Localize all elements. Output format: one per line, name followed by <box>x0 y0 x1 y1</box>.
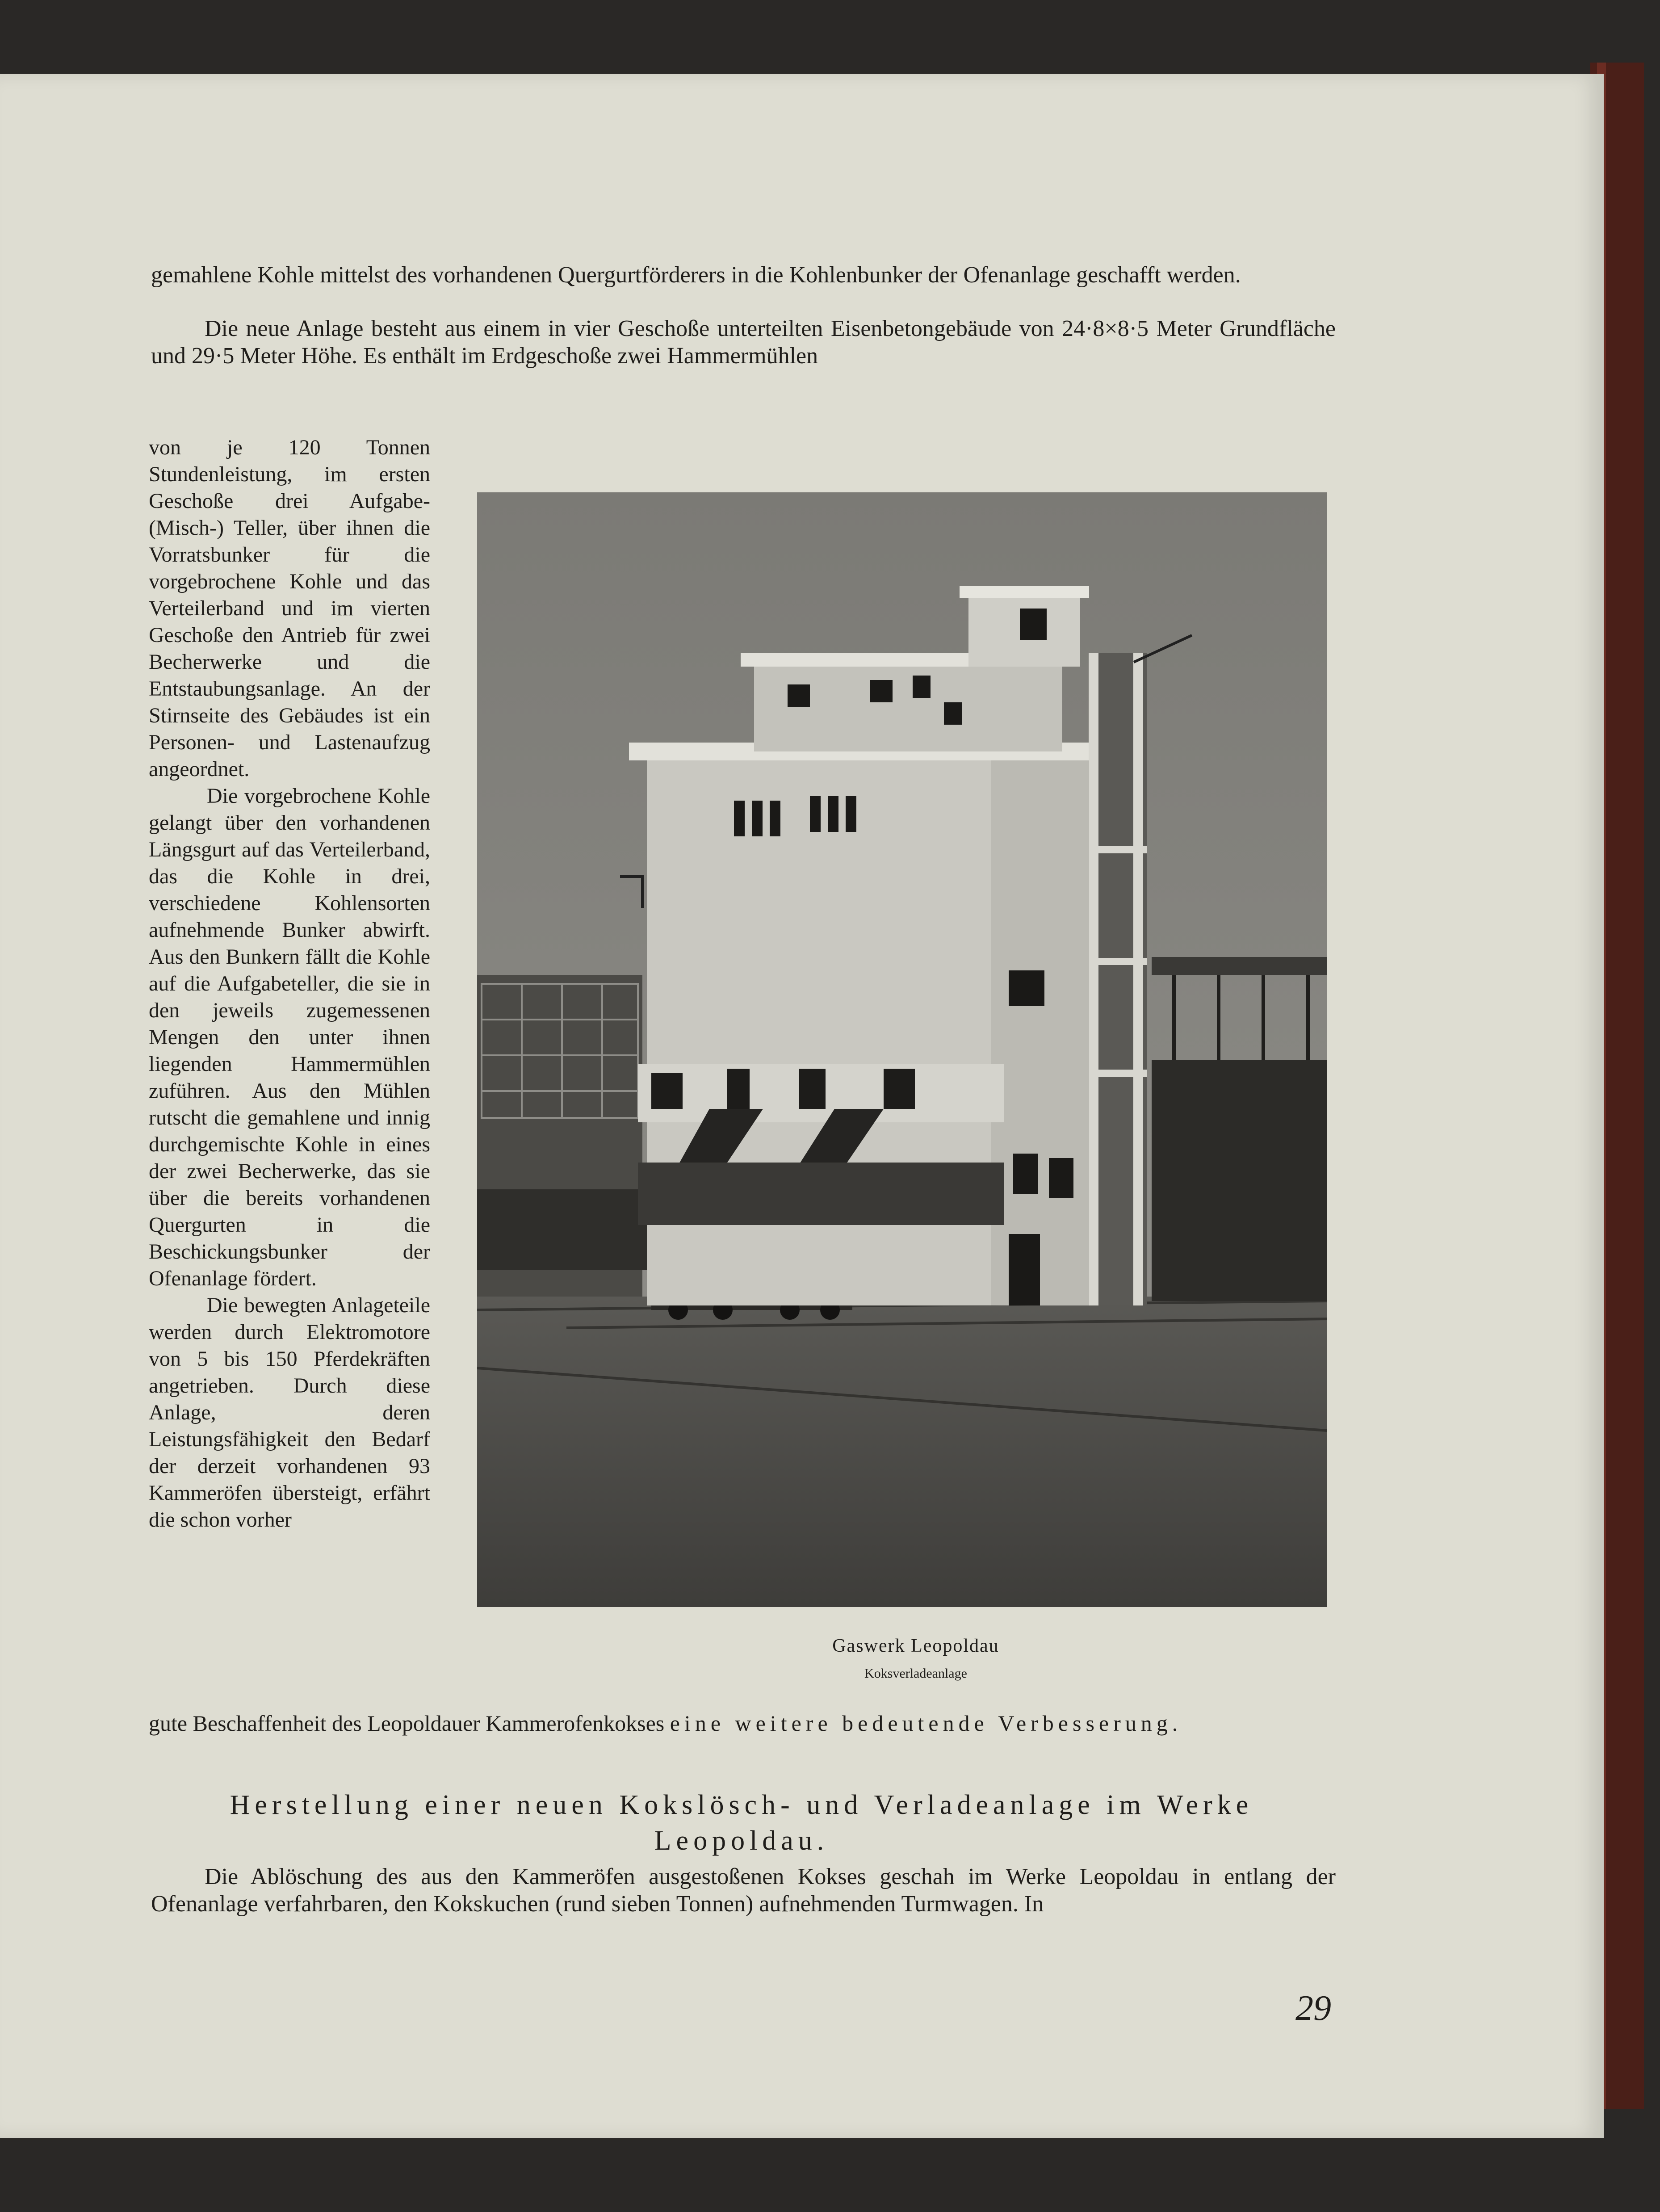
paragraph-building-text: Die neue Anlage besteht aus einem in vier Geschoße unterteilten Eisenbetongebäude von 24·8×8·5 Meter Grundfläche und 29·5 Meter Höhe. Es enthält im Erdgeschoße zwei Hammermühlen <box>151 316 1336 369</box>
closing-line-emphasis: eine weitere bedeutende Verbesserung. <box>670 1711 1182 1736</box>
paragraph-quenching-text: Die Ablöschung des aus den Kammeröfen ausgestoßenen Kokses geschah im Werke Leopoldau in entlang der Ofenanlage verfahrbaren, den Kokskuchen (rund sieben Tonnen) aufnehmenden Turmwagen. In <box>151 1864 1336 1917</box>
column-paragraph-3: Die bewegten Anlageteile werden durch Elektromotore von 5 bis 150 Pferdekräften angetrieben. Durch diese Anlage, deren Leistungsfähigkeit den Bedarf der derzeit vorhandenen 93 Kammeröfen übersteigt, erfährt die schon vorher <box>149 1293 430 1532</box>
column-paragraph-1: von je 120 Tonnen Stundenleistung, im ersten Geschoße drei Aufgabe- (Misch-) Teller, über ihnen die Vorratsbunker für die vorgebrochene Kohle und das Verteilerband und im vierten Geschoße den Antrieb für zwei Becherwerke und die Entstaubungsanlage. An der Stirnseite des Gebäudes ist ein Personen- und Lastenaufzug angeordnet. <box>149 436 430 781</box>
closing-line-text: gute Beschaffenheit des Leopoldauer Kammerofenkokses <box>149 1711 665 1736</box>
column-paragraph-2: Die vorgebrochene Kohle gelangt über den vorhandenen Längsgurt auf das Verteilerband, das die Kohle in drei, verschiedene Kohlensorten aufnehmende Bunker abwirft. Aus den Bunkern fällt die Kohle auf die Aufgabeteller, die sie in den jeweils zugemessenen Mengen den unter ihnen liegenden Hammermühlen zuführen. Aus den Mühlen rutscht die gemahlene und innig durchgemischte Kohle in eines der zwei Becherwerke, das sie über die bereits vorhandenen Quergurten in die Beschickungsbunker der Ofenanlage fördert. <box>149 784 430 1290</box>
figure-caption-title: Gaswerk Leopoldau <box>832 1636 999 1656</box>
section-heading: Herstellung einer neuen Kokslösch- und Verladeanlage im Werke Leopoldau. <box>230 1790 1253 1856</box>
figure-caption-subtitle: Koksverladeanlage <box>864 1666 967 1681</box>
full-width-closing-line <box>149 1710 1337 1737</box>
photo-coke-loading-plant <box>477 492 1327 1607</box>
paragraph-continuation: gemahlene Kohle mittelst des vorhandenen Quergurtförderers in die Kohlenbunker der Ofenanlage geschafft werden. <box>151 262 1241 288</box>
book-page <box>0 74 1604 2138</box>
text-column-left <box>149 434 430 1533</box>
paragraph-quenching <box>151 1863 1336 1918</box>
photo-illustration <box>477 492 1327 1607</box>
page-number: 29 <box>1295 1989 1331 2028</box>
paragraph-building-description <box>151 315 1336 369</box>
